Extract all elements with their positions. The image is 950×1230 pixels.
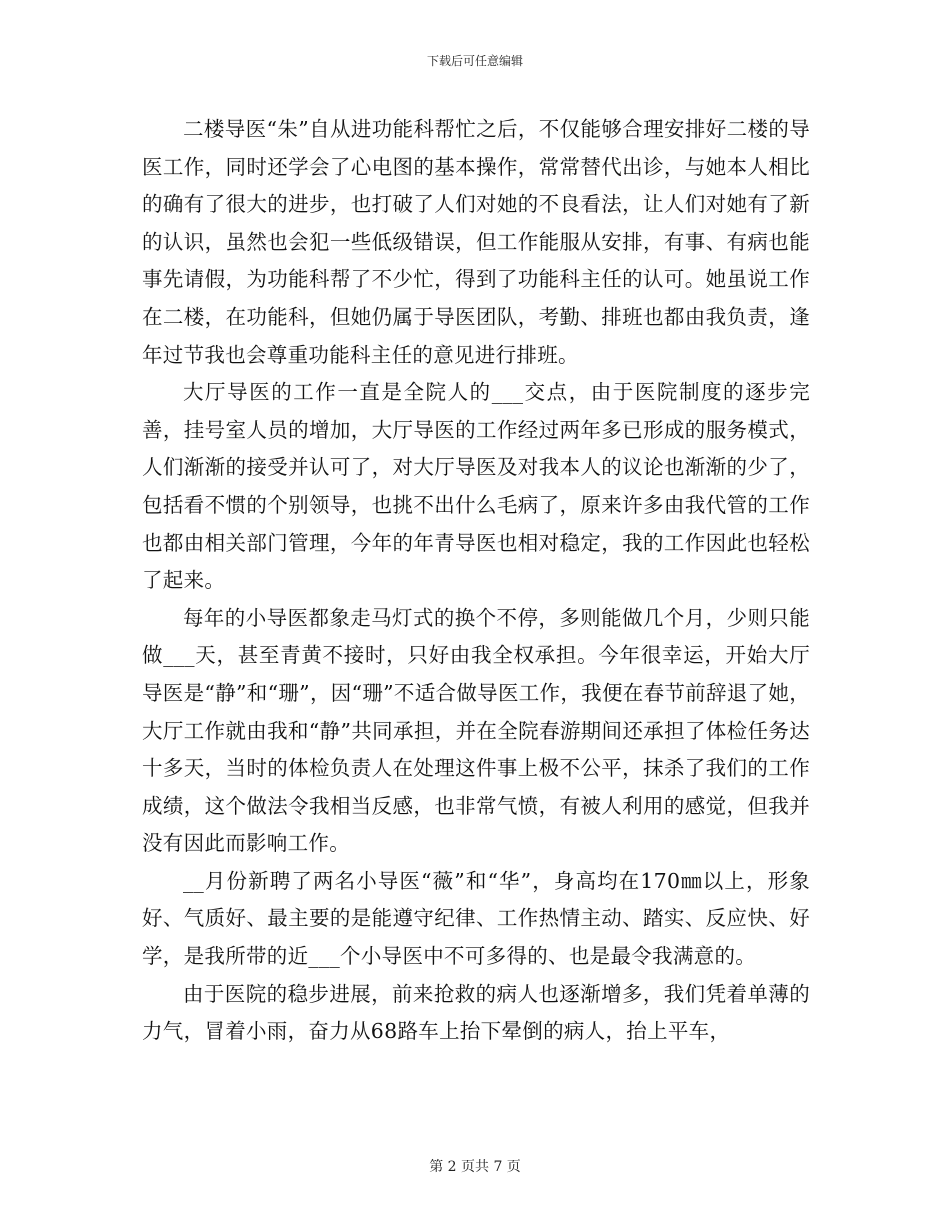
- page-footer: 第 2 页共 7 页: [429, 1159, 521, 1175]
- paragraph-4: __月份新聘了两名小导医“薇”和“华”，身高均在170㎜以上，形象好、气质好、最主要的是能遵守纪律、工作热情主动、踏实、反应快、好学，是我所带的近___个小导医中不可多得的、也是最令我满意的。: [142, 868, 810, 969]
- document-body: [142, 111, 810, 1051]
- paragraph-3: 每年的小导医都象走马灯式的换个不停，多则能做几个月，少则只能做___天，甚至青黄不接时，只好由我全权承担。今年很幸运，开始大厅导医是“静”和“珊”，因“珊”不适合做导医工作，我便在春节前辞退了她，大厅工作就由我和“静”共同承担，并在全院春游期间还承担了体检任务达十多天，当时的体检负责人在处理这件事上极不公平，抹杀了我们的工作成绩，这个做法令我相当反感，也非常气愤，有被人利用的感觉，但我并没有因此而影响工作。: [142, 605, 810, 856]
- page-header: 下载后可任意编辑: [426, 54, 523, 68]
- paragraph-1: 二楼导医“朱”自从进功能科帮忙之后，不仅能够合理安排好二楼的导医工作，同时还学会了心电图的基本操作，常常替代出诊，与她本人相比的确有了很大的进步，也打破了人们对她的不良看法，让人们对她有了新的认识，虽然也会犯一些低级错误，但工作能服从安排，有事、有病也能事先请假，为功能科帮了不少忙，得到了功能科主任的认可。她虽说工作在二楼，在功能科，但她仍属于导医团队，考勤、排班也都由我负责，逢年过节我也会尊重功能科主任的意见进行排班。: [142, 117, 810, 367]
- paragraph-5: 由于医院的稳步进展，前来抢救的病人也逐渐增多，我们凭着单薄的力气，冒着小雨，奋力从68路车上抬下晕倒的病人，抬上平车，: [142, 981, 810, 1044]
- paragraph-2: 大厅导医的工作一直是全院人的___交点，由于医院制度的逐步完善，挂号室人员的增加，大厅导医的工作经过两年多已形成的服务模式，人们渐渐的接受并认可了，对大厅导医及对我本人的议论也渐渐的少了，包括看不惯的个别领导，也挑不出什么毛病了，原来许多由我代管的工作也都由相关部门管理，今年的年青导医也相对稳定，我的工作因此也轻松了起来。: [142, 380, 810, 593]
